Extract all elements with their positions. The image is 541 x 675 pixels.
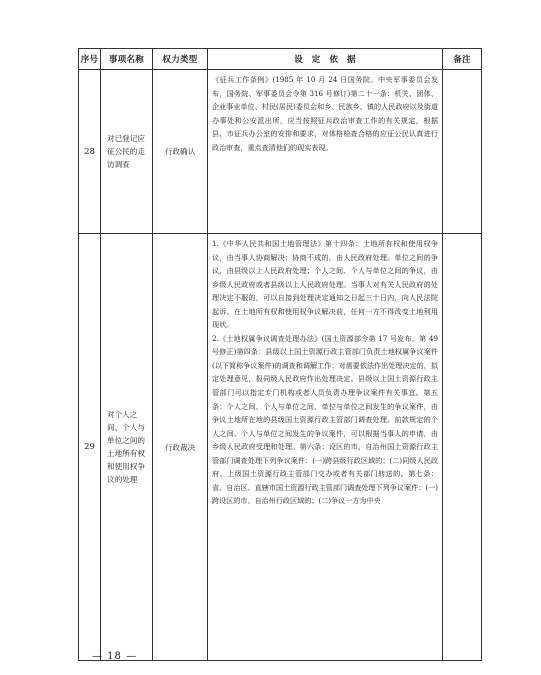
row-remark <box>443 70 482 234</box>
row-remark <box>443 234 482 661</box>
header-remark: 备注 <box>443 49 482 70</box>
header-basis: 设 定 依 据 <box>208 49 443 70</box>
row-seq: 29 <box>79 234 101 661</box>
row-legal-basis: 《征兵工作条例》(1985 年 10 月 24 日国务院、中央军事委员会发布，国务院、军事委员会令第 316 号修订)第二十一条：机关、团体、企业事业单位、村民(居民)委员会和乡、民族乡、镇的人民政府以及街道办事处和公安派出所，应当按照征兵政治审查工作的有关规定，根据县、市征兵办公室的安排和要求，对体格检查合格的应征公民认真进行政治审查，重点查清他们的现实表现。 <box>208 70 443 234</box>
authority-list-table <box>78 48 482 661</box>
table-row <box>79 70 482 234</box>
header-type: 权力类型 <box>153 49 208 70</box>
header-name: 事项名称 <box>101 49 153 70</box>
row-power-type: 行政确认 <box>153 70 208 234</box>
row-legal-basis: 1.《中华人民共和国土地管理法》第十四条：土地所有权和使用权争议，由当事人协商解决；协商不成的，由人民政府处理。单位之间的争议，由县级以上人民政府处理；个人之间、个人与单位之间的争议，由乡级人民政府或者县级以上人民政府处理。当事人对有关人民政府的处理决定不服的，可以自接到处理决定通知之日起三十日内，向人民法院起诉。在土地所有权和使用权争议解决前，任何一方不得改变土地利用现状。 2.《土地权属争议调查处理办法》(国土资源部令第 17 号发布，第 49 号修正)第四条：县级以上国土资源行政主管部门负责土地权属争议案件(以下简称争议案件)的调查和调解工作；对需要依法作出处理决定的，拟定处理意见，报同级人民政府作出处理决定。县级以上国土资源行政主管部门可以指定专门机构或者人员负责办理争议案件有关事宜。第五条：个人之间、个人与单位之间、单位与单位之间发生的争议案件，由争议土地所在地的县级国土资源行政主管部门调查处理。前款规定的个人之间、个人与单位之间发生的争议案件，可以根据当事人的申请，由乡级人民政府受理和处理。第六条：设区的市、自治州国土资源行政主管部门调查处理下列争议案件：(一)跨县级行政区域的；(二)同级人民政府、上级国土资源行政主管部门交办或者有关部门转送的。第七条：省、自治区、直辖市国土资源行政主管部门调查处理下列争议案件：(一)跨设区的市、自治州行政区域的；(二)争议一方为中央 <box>208 234 443 661</box>
row-power-type: 行政裁决 <box>153 234 208 661</box>
page-number: — 18 — <box>92 651 138 662</box>
table-row <box>79 234 482 661</box>
row-item-name: 对已登记应征公民的走访调查 <box>101 70 153 234</box>
row-item-name: 对个人之间、个人与单位之间的土地所有权和使用权争议的处理 <box>101 234 153 661</box>
table-header-row <box>79 49 482 70</box>
row-seq: 28 <box>79 70 101 234</box>
header-seq: 序号 <box>79 49 101 70</box>
